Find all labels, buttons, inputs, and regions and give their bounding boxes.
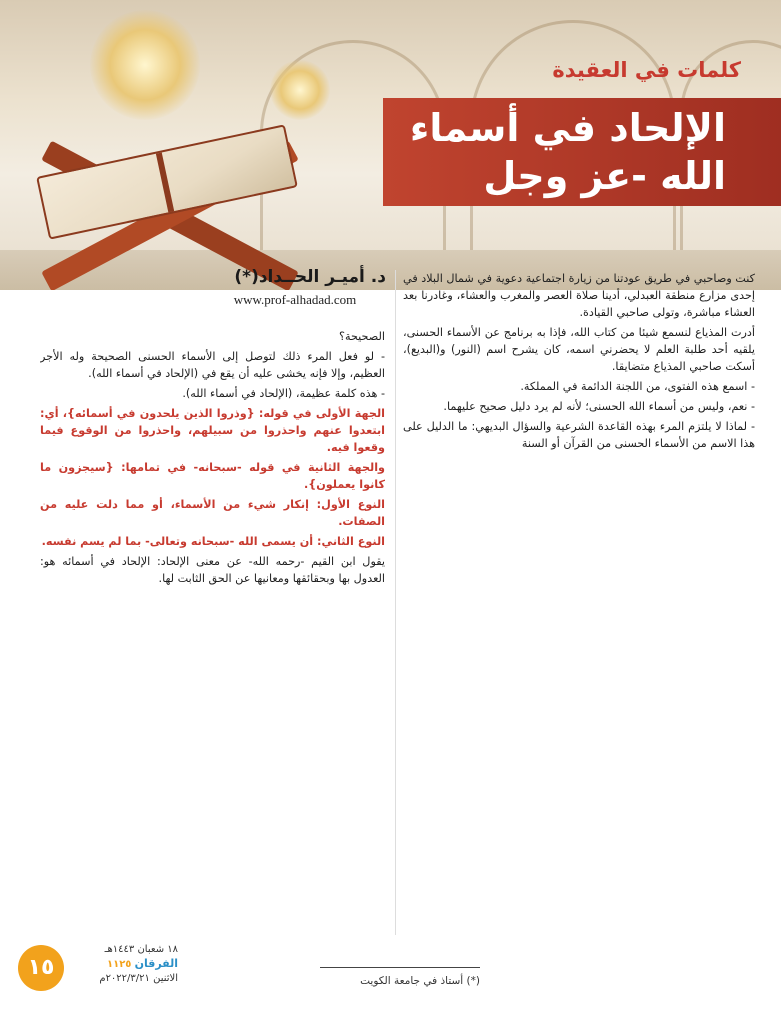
paragraph: - لماذا لا يلتزم المرء بهذه القاعدة الشرعية والسؤال البديهي: ما الدليل على هذا الاسم من الأسماء الحسنى من القرآن أو السنة bbox=[403, 420, 755, 450]
subheading: والجهة الثانية في قوله -سبحانه- في تمامها: {سيجزون ما كانوا يعملون}. bbox=[40, 461, 385, 491]
page-number: ١٥ bbox=[18, 945, 64, 991]
paragraph: يقول ابن القيم -رحمه الله- عن معنى الإلحاد: الإلحاد في أسمائه هو: العدول بها وبحقائقها ومعانيها عن الحق الثابت لها. bbox=[40, 555, 385, 585]
paragraph: - نعم، وليس من أسماء الله الحسنى؛ لأنه لم يرد دليل صحيح عليهما. bbox=[443, 400, 755, 413]
author-name: د. أميـر الحــداد(*) bbox=[234, 267, 386, 287]
article-title-line-1: الإلحاد في أسماء bbox=[409, 106, 726, 150]
magazine-brand: الفرقان bbox=[134, 957, 178, 970]
body-column-right bbox=[403, 270, 755, 938]
column-divider bbox=[395, 270, 396, 935]
section-label: كلمات في العقيدة bbox=[552, 58, 741, 82]
title-band bbox=[383, 98, 781, 206]
issue-date-hijri: ١٨ شعبان ١٤٤٣هـ bbox=[104, 944, 178, 955]
paragraph: - لو فعل المرء ذلك لتوصل إلى الأسماء الحسنى الصحيحة وله الأجر العظيم، وإلا فإنه يخشى عليه أن يقع في (الإلحاد في أسماء الله). bbox=[40, 350, 385, 380]
author-website[interactable]: www.prof-alhadad.com bbox=[233, 292, 357, 307]
subheading: الجهة الأولى في قوله: {وذروا الذين يلحدون في أسمائه}، أي: ابتعدوا عنهم واحذروا من سبيلهم، واحذروا من الوقوع فيما وقعوا فيه. bbox=[40, 407, 385, 454]
quran-stand bbox=[10, 95, 300, 285]
footnote-rule bbox=[320, 967, 480, 968]
subheading: النوع الثاني: أن يسمى الله -سبحانه وتعالى- بما لم يسم نفسه. bbox=[41, 535, 385, 548]
issue-info bbox=[68, 943, 178, 986]
footnote: (*) أستاذ في جامعة الكويت bbox=[360, 975, 480, 987]
paragraph: كنت وصاحبي في طريق عودتنا من زيارة اجتماعية دعوية في شمال البلاد في إحدى مزارع منطقة العبدلي، أدينا صلاة العصر والمغرب والعشاء، وغادرنا بعد العشاء مباشرة، وتولى صاحبي القيادة. bbox=[403, 272, 755, 319]
article-title-line-2: الله -عز وجل bbox=[483, 154, 726, 198]
issue-date-gregorian: الاثنين ٢٠٢٢/٣/٢١م bbox=[99, 973, 178, 984]
paragraph: - اسمع هذه الفتوى، من اللجنة الدائمة في المملكة. bbox=[520, 380, 755, 393]
paragraph: الصحيحة؟ bbox=[339, 330, 385, 343]
paragraph: أدرت المذياع لنسمع شيئا من كتاب الله، فإذا به برنامج عن الأسماء الحسنى، يلقيه أحد طلبة العلم لا يحضرني اسمه، كان يشرح اسم (النور) و(البديع)، أسكت صاحبي المذياع متضايقا. bbox=[403, 326, 755, 373]
paragraph: - هذه كلمة عظيمة، (الإلحاد في أسماء الله). bbox=[182, 387, 385, 400]
body-column-left bbox=[40, 328, 385, 938]
issue-number: ١١٢٥ bbox=[107, 959, 132, 970]
subheading: النوع الأول: إنكار شيء من الأسماء، أو مما دلت عليه من الصفات. bbox=[40, 498, 385, 528]
